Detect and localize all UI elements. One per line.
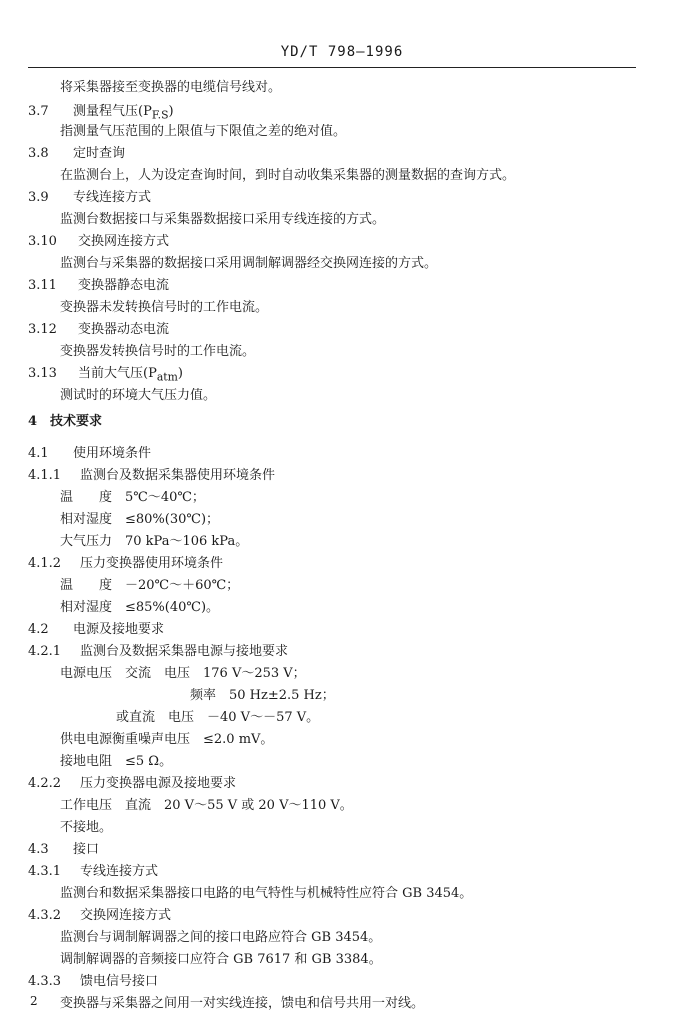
clause-number: 4.1	[28, 446, 49, 461]
clause-heading: 交换网连接方式	[78, 234, 170, 249]
clause-number: 3.9	[28, 190, 49, 205]
clause-heading: 交换网连接方式	[80, 908, 172, 923]
clause-number: 4.2.2	[28, 776, 62, 791]
body-text-line: 频率 50 Hz±2.5 Hz；	[190, 688, 335, 703]
body-text-line: 变换器发转换信号时的工作电流。	[60, 344, 256, 359]
clause-heading: 馈电信号接口	[80, 974, 159, 989]
clause-number: 4.1.2	[28, 556, 62, 571]
clause-heading: 专线连接方式	[80, 864, 159, 879]
clause-number: 4.3.3	[28, 974, 62, 989]
body-text-line: 将采集器接至变换器的电缆信号线对。	[60, 80, 282, 95]
body-text-line: 大气压力 70 kPa～106 kPa。	[60, 534, 249, 549]
body-text-line: 测试时的环境大气压力值。	[60, 388, 217, 403]
clause-heading: 压力变换器使用环境条件	[80, 556, 224, 571]
clause-number: 3.8	[28, 146, 49, 161]
body-text-line: 相对湿度 ≤80%(30℃)；	[60, 512, 220, 527]
clause-number: 4.3.1	[28, 864, 62, 879]
header-rule	[28, 67, 636, 68]
clause-number: 4	[28, 414, 38, 429]
body-text-line: 供电电源衡重噪声电压 ≤2.0 mV。	[60, 732, 274, 747]
body-text-line: 监测台和数据采集器接口电路的电气特性与机械特性应符合 GB 3454。	[60, 886, 473, 901]
body-text-line: 温 度 5℃～40℃；	[60, 490, 205, 505]
clause-heading: 技术要求	[50, 414, 103, 429]
body-text-line: 在监测台上，人为设定查询时间，到时自动收集采集器的测量数据的查询方式。	[60, 168, 516, 183]
clause-heading: 变换器动态电流	[78, 322, 170, 337]
body-text-line: 相对湿度 ≤85%(40℃)。	[60, 600, 220, 615]
body-text-line: 温 度 －20℃～＋60℃；	[60, 578, 240, 593]
clause-heading: 当前大气压$(P_{atm})$	[78, 366, 183, 384]
body-text-line: 不接地。	[60, 820, 113, 835]
body-text-line: 监测台与调制解调器之间的接口电路应符合 GB 3454。	[60, 930, 382, 945]
body-text-line: 监测台与采集器的数据接口采用调制解调器经交换网连接的方式。	[60, 256, 438, 271]
body-text-line: 指测量气压范围的上限值与下限值之差的绝对值。	[60, 124, 347, 139]
clause-heading: 定时查询	[73, 146, 126, 161]
page-number: 2	[30, 994, 38, 1008]
clause-number: 4.3.2	[28, 908, 62, 923]
clause-number: 4.1.1	[28, 468, 62, 483]
body-text-line: 或直流 电压 －40 V～－57 V。	[116, 710, 320, 725]
body-text-line: 工作电压 直流 20 V～55 V 或 20 V～110 V。	[60, 798, 353, 813]
clause-number: 4.2.1	[28, 644, 62, 659]
clause-heading: 专线连接方式	[73, 190, 152, 205]
clause-heading: 测量程气压$(P_{F.S})$	[73, 104, 174, 122]
clause-heading: 电源及接地要求	[73, 622, 165, 637]
body-text-line: 变换器未发转换信号时的工作电流。	[60, 300, 269, 315]
body-text-line: 调制解调器的音频接口应符合 GB 7617 和 GB 3384。	[60, 952, 382, 967]
body-text-line: 变换器与采集器之间用一对实线连接，馈电和信号共用一对线。	[60, 996, 425, 1011]
document-header: YD/T 798—1996	[280, 44, 404, 60]
clause-number: 3.11	[28, 278, 57, 293]
clause-heading: 变换器静态电流	[78, 278, 170, 293]
clause-heading: 监测台及数据采集器使用环境条件	[80, 468, 276, 483]
clause-number: 4.2	[28, 622, 49, 637]
body-text-line: 监测台数据接口与采集器数据接口采用专线连接的方式。	[60, 212, 386, 227]
clause-number: 3.12	[28, 322, 57, 337]
clause-heading: 监测台及数据采集器电源与接地要求	[80, 644, 289, 659]
clause-heading: 使用环境条件	[73, 446, 152, 461]
clause-number: 3.13	[28, 366, 57, 381]
clause-number: 4.3	[28, 842, 49, 857]
clause-number: 3.7	[28, 104, 49, 119]
clause-number: 3.10	[28, 234, 57, 249]
body-text-line: 接地电阻 ≤5 Ω。	[60, 754, 173, 769]
clause-heading: 压力变换器电源及接地要求	[80, 776, 237, 791]
clause-heading: 接口	[73, 842, 100, 857]
body-text-line: 电源电压 交流 电压 176 V～253 V；	[60, 666, 306, 681]
